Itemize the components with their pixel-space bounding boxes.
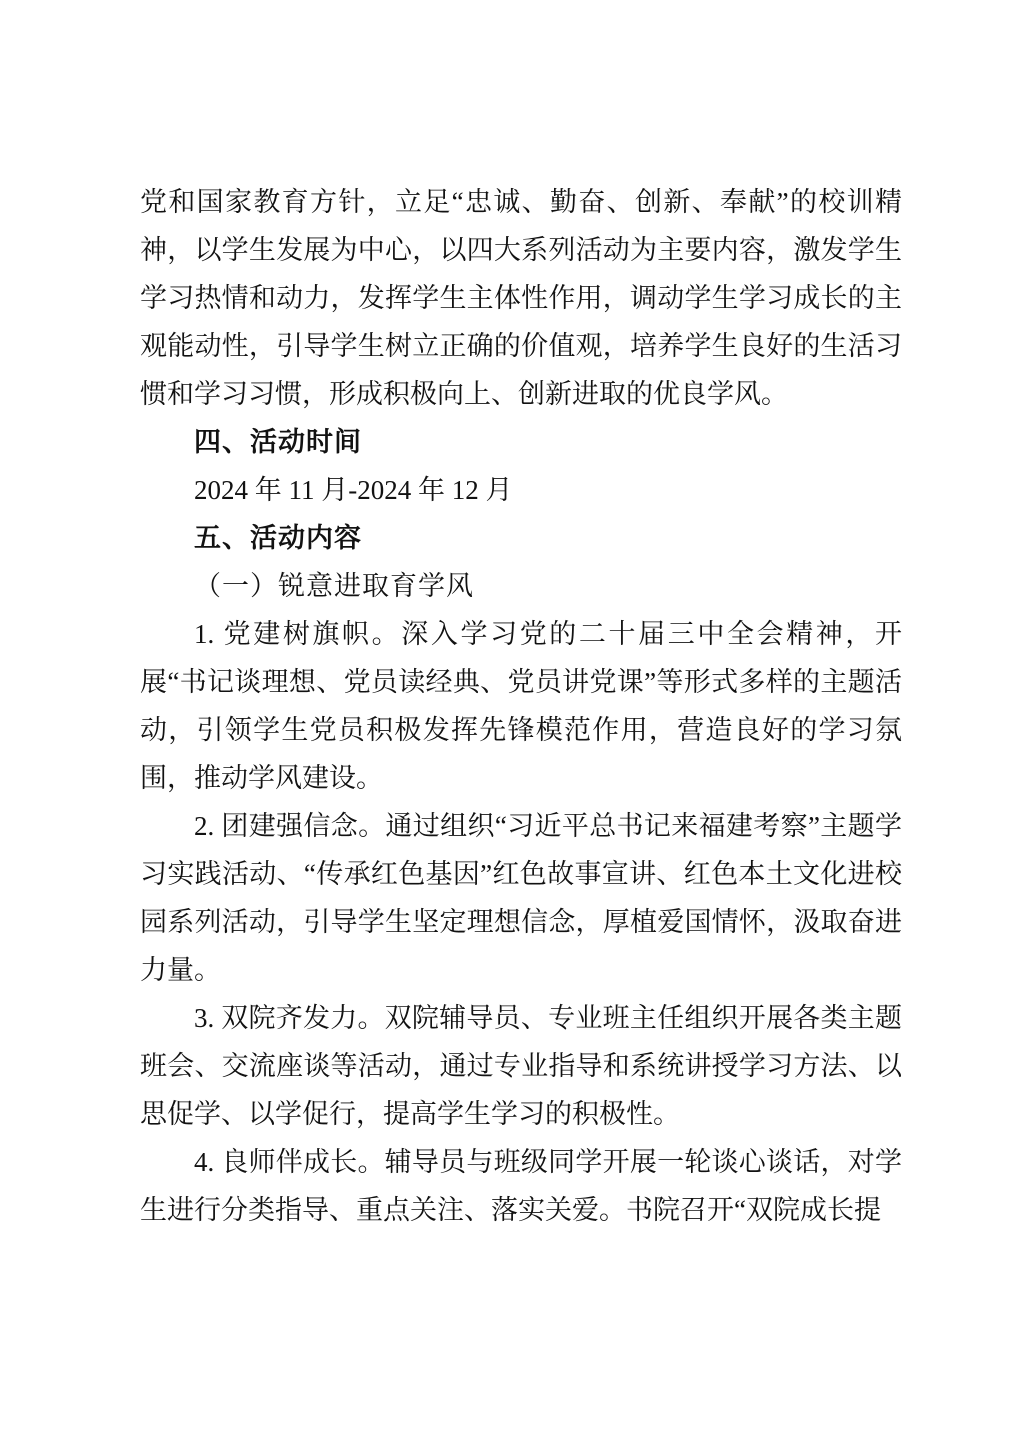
heading-section-content: 五、活动内容 bbox=[194, 523, 362, 553]
paragraph-date-range: 2024 年 11 月-2024 年 12 月 bbox=[194, 475, 513, 505]
paragraph-item-1: 1. 党建树旗帜。深入学习党的二十届三中全会精神，开展“书记谈理想、党员读经典、党员讲党课”等形式多样的主题活动，引领学生党员积极发挥先锋模范作用，营造良好的学习氛围，推动学风建设。 bbox=[140, 619, 902, 793]
subheading-study-style: （一）锐意进取育学风 bbox=[194, 571, 474, 601]
paragraph-continuation: 党和国家教育方针，立足“忠诚、勤奋、创新、奉献”的校训精神，以学生发展为中心，以四大系列活动为主要内容，激发学生学习热情和动力，发挥学生主体性作用，调动学生学习成长的主观能动性，引导学生树立正确的价值观，培养学生良好的生活习惯和学习习惯，形成积极向上、创新进取的优良学风。 bbox=[140, 187, 902, 409]
paragraph-item-2: 2. 团建强信念。通过组织“习近平总书记来福建考察”主题学习实践活动、“传承红色基因”红色故事宣讲、红色本土文化进校园系列活动，引导学生坚定理想信念，厚植爱国情怀，汲取奋进力量。 bbox=[140, 811, 902, 985]
heading-section-time: 四、活动时间 bbox=[194, 427, 362, 457]
paragraph-item-3: 3. 双院齐发力。双院辅导员、专业班主任组织开展各类主题班会、交流座谈等活动，通过专业指导和系统讲授学习方法、以思促学、以学促行，提高学生学习的积极性。 bbox=[140, 1003, 902, 1129]
paragraph-item-4: 4. 良师伴成长。辅导员与班级同学开展一轮谈心谈话，对学生进行分类指导、重点关注、落实关爱。书院召开“双院成长提 bbox=[140, 1147, 902, 1225]
